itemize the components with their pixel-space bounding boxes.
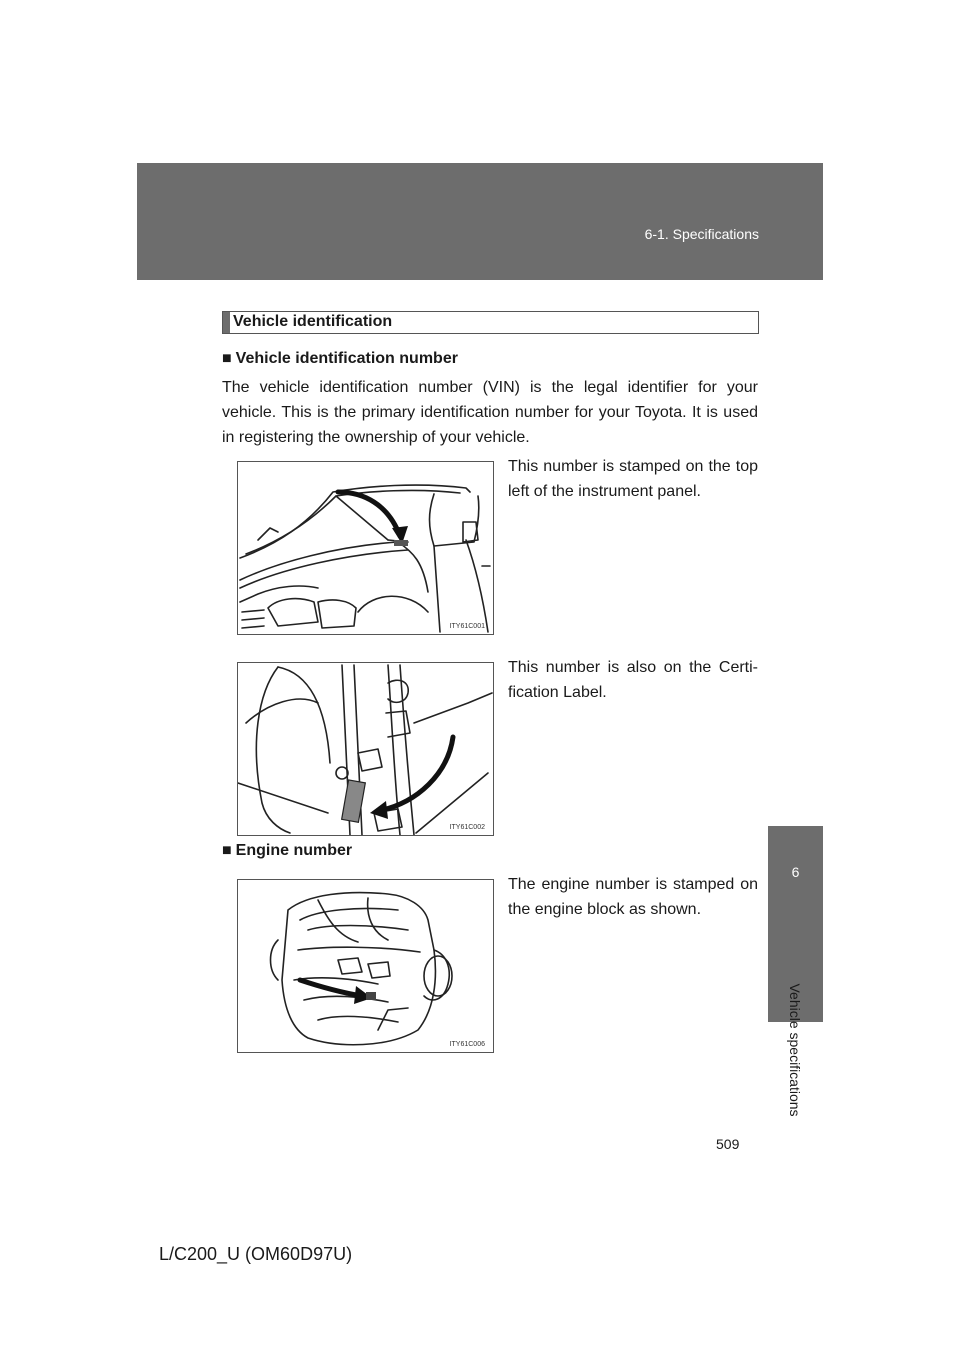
vin-door-label-figure [237,662,494,836]
figure-code-1: ITY61C001 [449,623,485,630]
page-number: 509 [716,1136,740,1152]
square-bullet-icon: ■ [222,350,232,367]
vin-subheading-text: Vehicle identification number [235,350,458,367]
vin-caption-2: This number is also on the Certi-fication Label. [508,659,758,701]
header-section-title: 6-1. Specifications [644,226,759,242]
vin-paragraph: The vehicle identification number (VIN) is the legal identifier for your vehicle. This is the primary identification number for your Toyota. It is used in registering the ownership of your vehicle. [222,379,758,446]
door-pillar-illustration [238,663,494,836]
car-windshield-illustration [238,462,494,635]
figure-code-2: ITY61C002 [449,824,485,831]
header-band [137,163,823,280]
vin-dashboard-figure [237,461,494,635]
section-heading-text: Vehicle identification [233,313,393,330]
figure-code-3: ITY61C006 [449,1041,485,1048]
chapter-tab-number: 6 [791,864,800,880]
engine-caption: The engine number is stamped on the engine block as shown. [508,876,758,918]
engine-block-illustration [238,880,494,1053]
engine-subheading [222,842,352,860]
square-bullet-icon: ■ [222,842,232,859]
document-code: L/C200_U (OM60D97U) [159,1244,353,1264]
section-heading-bar [223,312,230,333]
vin-subheading [222,350,458,368]
section-heading [222,311,759,334]
chapter-tab-label: Vehicle specifications [787,983,803,1117]
engine-subheading-text: Engine number [235,842,353,859]
engine-number-figure [237,879,494,1053]
vin-caption-1: This number is stamped on the top left of the instrument panel. [508,458,758,500]
